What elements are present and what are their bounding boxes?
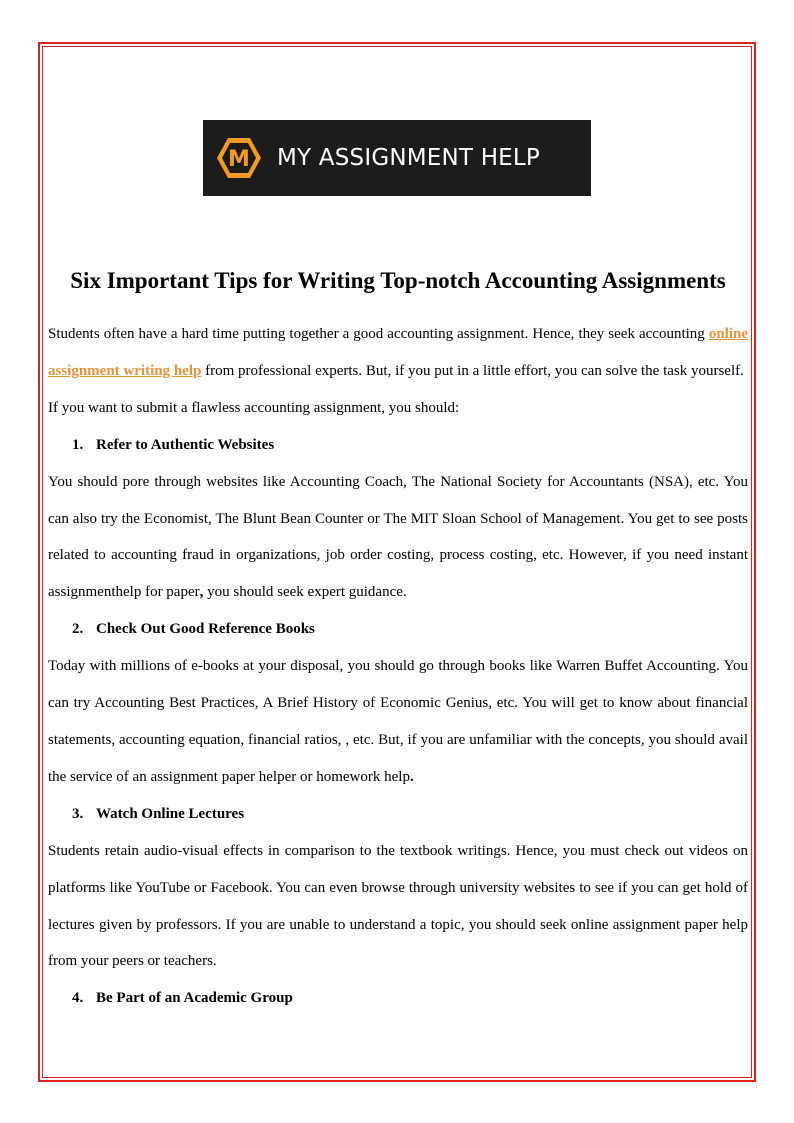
logo-text: MY ASSIGNMENT HELP	[277, 145, 541, 171]
section-number: 4.	[72, 990, 84, 1007]
section-heading-text: Refer to Authentic Websites	[96, 436, 275, 453]
lead-in-text: If you want to submit a flawless accounting assignment, you should:	[48, 399, 460, 416]
section-body-2	[48, 648, 748, 796]
intro-text-start: Students often have a hard time putting together a good accounting assignment. Hence, they seek accounting	[48, 326, 709, 342]
section-body-tail: you should seek expert guidance.	[203, 584, 407, 601]
section-body-bold: ,	[199, 584, 204, 601]
section-body-3	[48, 833, 748, 981]
brand-logo	[203, 120, 591, 196]
page-title: Six Important Tips for Writing Top-notch Accounting Assignments	[70, 268, 726, 293]
assignment-help-link[interactable]: online assignment writing help	[48, 326, 748, 379]
section-body-bold: .	[409, 768, 414, 785]
section-number: 2.	[72, 621, 84, 638]
logo-hexagon-icon	[216, 135, 262, 181]
section-number: 1.	[72, 436, 84, 453]
section-heading-text: Check Out Good Reference Books	[96, 621, 315, 638]
section-heading-text: Watch Online Lectures	[96, 805, 245, 822]
section-number: 3.	[72, 805, 84, 822]
section-body-text: Students retain audio-visual effects in comparison to the textbook writings. Hence, you must check out videos on platforms like YouTube or Facebook. You can even browse through university websites to see if you can get hold of lectures given by professors. If you are unable to understand a topic, you should seek online assignment paper help from your peers or teachers.	[48, 842, 748, 970]
section-heading-2	[48, 611, 748, 648]
section-heading-text: Be Part of an Academic Group	[96, 990, 293, 1007]
intro-paragraph	[48, 316, 748, 390]
section-body-1	[48, 464, 748, 612]
section-body-text: You should pore through websites like Accounting Coach, The National Society for Accountants (NSA), etc. You can also try the Economist, The Blunt Bean Counter or The MIT Sloan School of Management. You get to see posts related to accounting fraud in organizations, job order costing, process costing, etc. However, if you need instant assignmenthelp for paper	[48, 473, 748, 601]
logo-initial: M	[228, 147, 250, 172]
article-body	[48, 316, 748, 1017]
intro-text-end: from professional experts. But, if you put in a little effort, you can solve the task yourself.	[201, 362, 744, 379]
section-heading-4	[48, 980, 748, 1017]
section-heading-3	[48, 796, 748, 833]
section-body-text: Today with millions of e-books at your disposal, you should go through books like Warren Buffet Accounting. You can try Accounting Best Practices, A Brief History of Economic Genius, etc. You will get to know about financial statements, accounting equation, financial ratios, , etc. But, if you are unfamiliar with the concepts, you should avail the service of an assignment paper helper or homework help	[48, 658, 748, 785]
section-heading-1	[48, 427, 748, 464]
